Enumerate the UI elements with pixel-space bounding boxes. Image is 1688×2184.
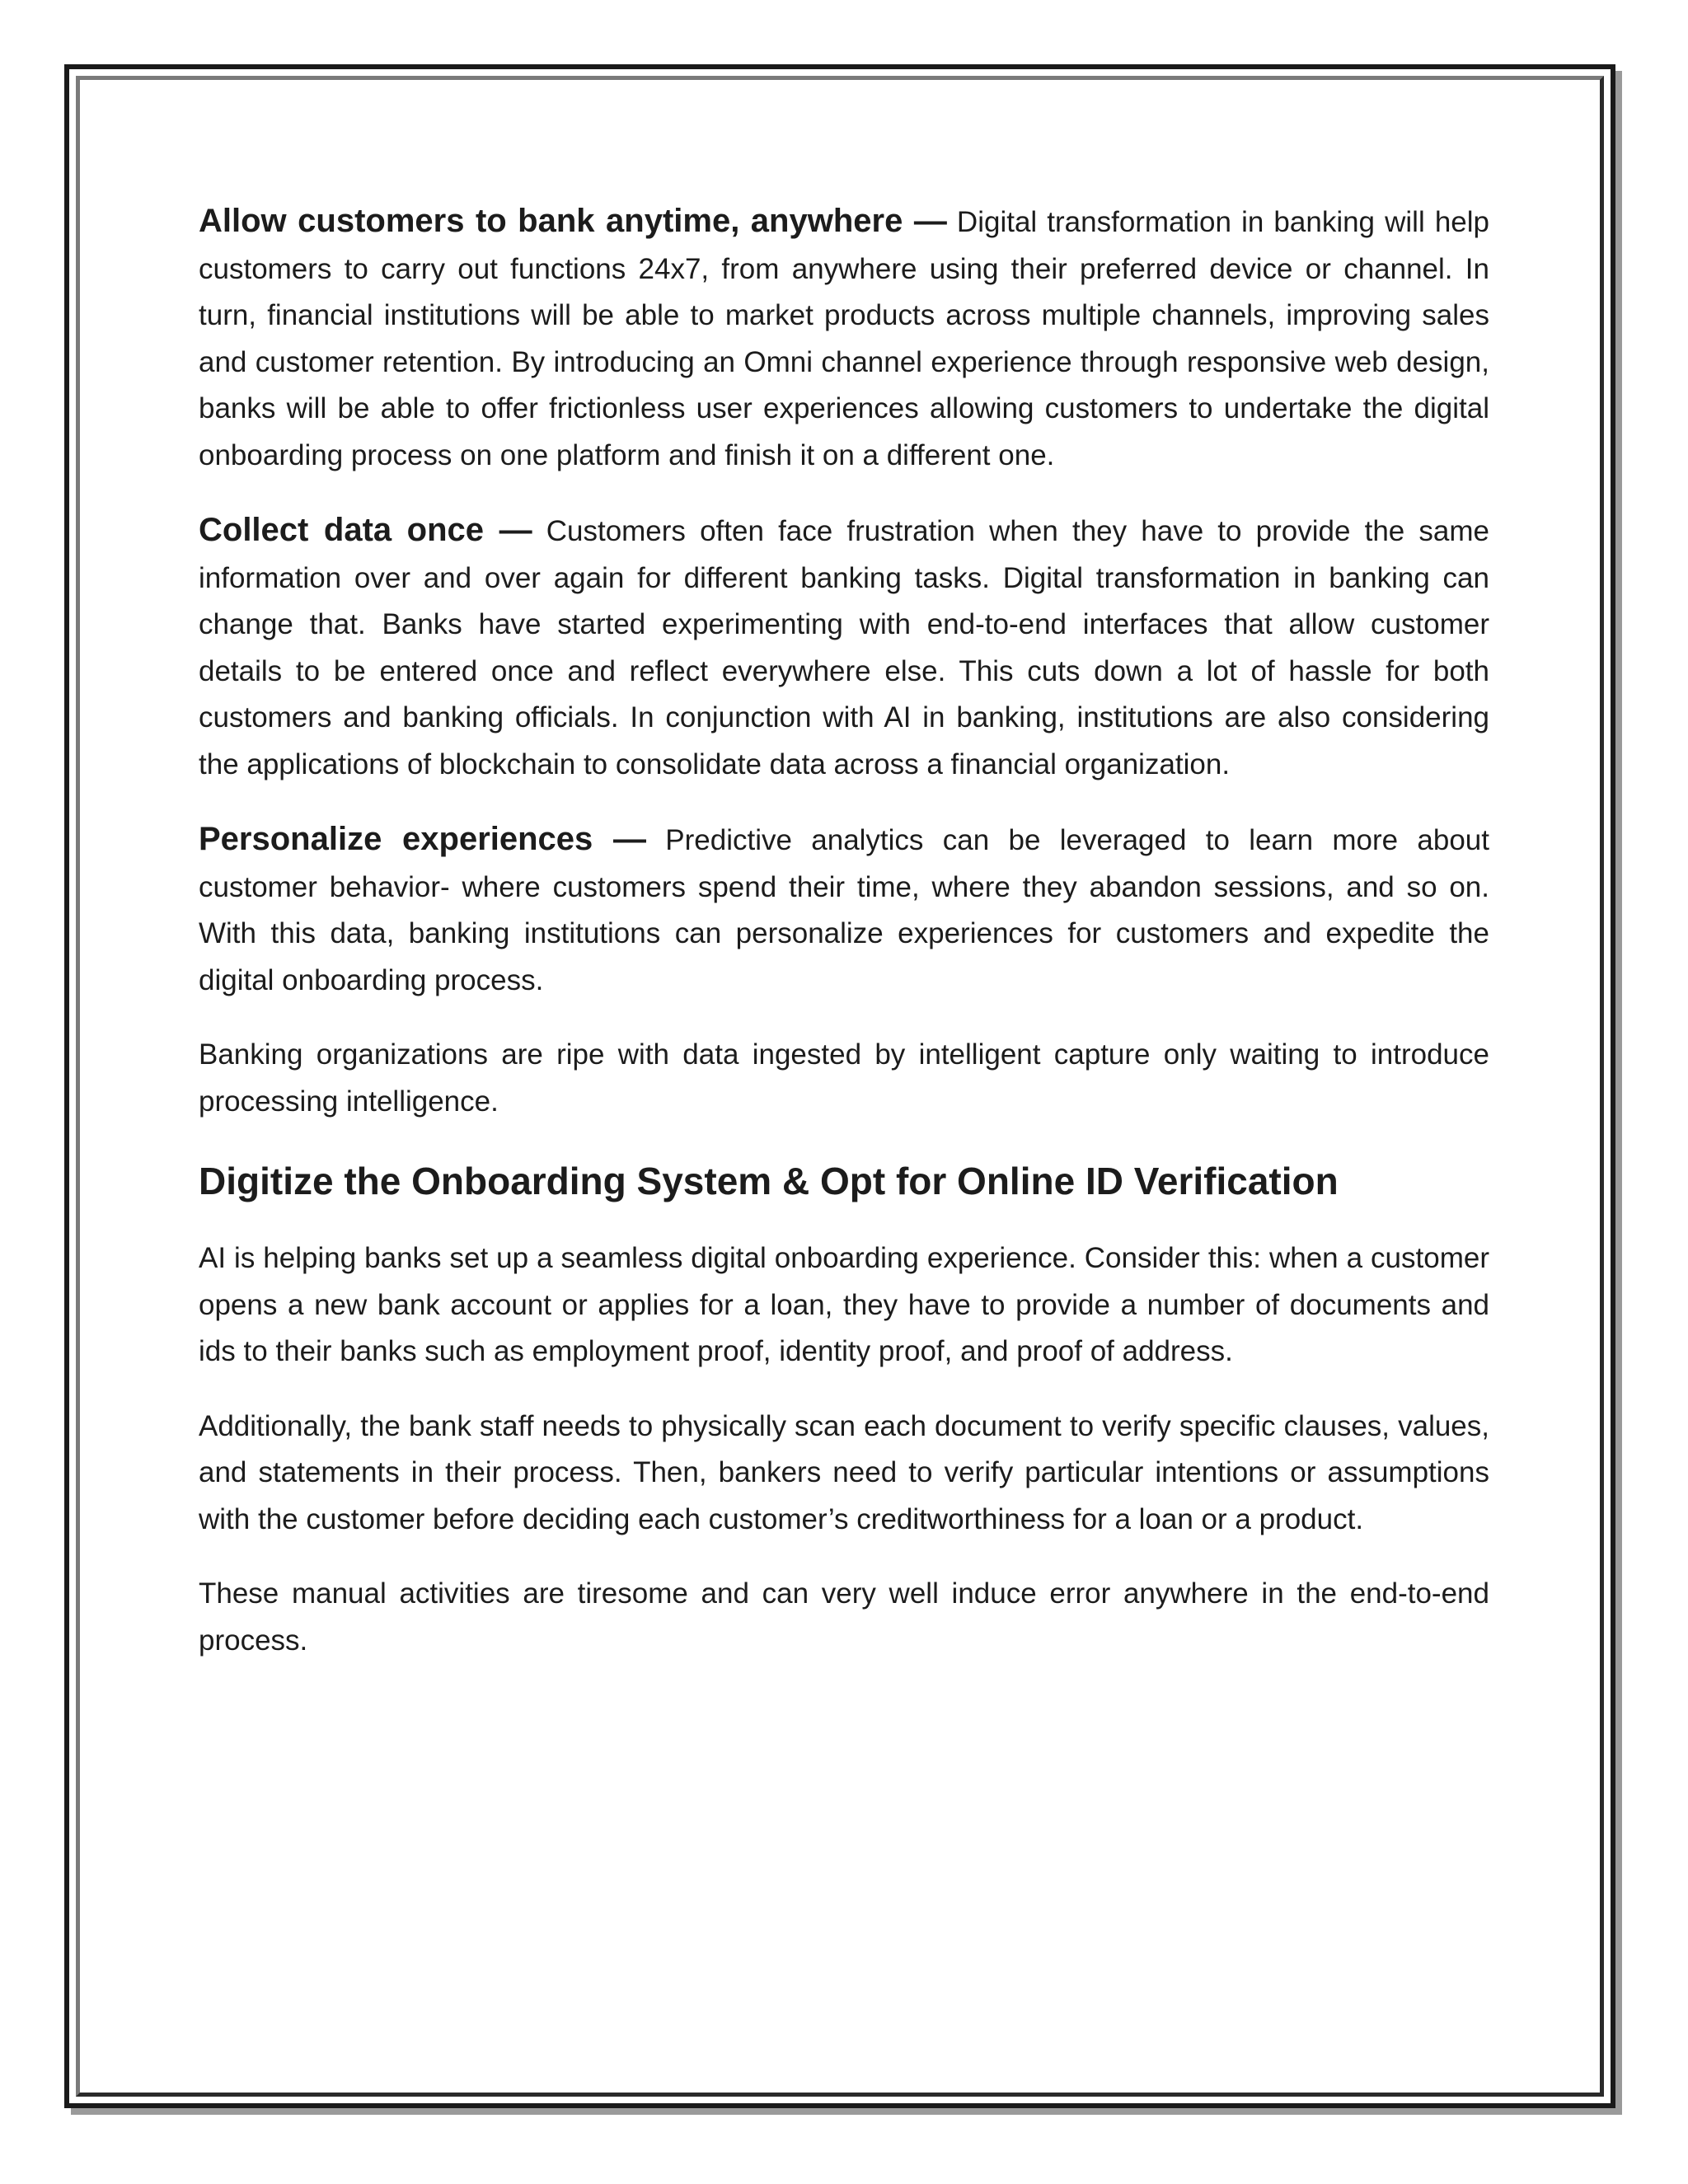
paragraph-lead: Collect data once — (199, 512, 532, 548)
paragraph-text: Predictive analytics can be leveraged to learn more about customer behavior- where customers spend their time, where they abandon sessions, and so on. With this data, banking institutions can personalize experiences for customers and expedite the digital onboarding process. (199, 824, 1489, 996)
paragraph-banking-organizations (199, 1032, 1489, 1125)
paragraph-collect-data (199, 507, 1489, 788)
paragraph-personalize (199, 816, 1489, 1004)
section-heading: Digitize the Onboarding System & Opt for Online ID Verification (199, 1160, 1339, 1202)
paragraph-bank-anytime (199, 198, 1489, 479)
paragraph-lead: Allow customers to bank anytime, anywhere — (199, 203, 947, 239)
paragraph-lead: Personalize experiences — (199, 821, 646, 857)
paragraph-manual-activities: These manual activities are tiresome and can very well induce error anywhere in the end-to-end process. (199, 1577, 1489, 1657)
paragraph-text: Digital transformation in banking will help customers to carry out functions 24x7, from anywhere using their preferred device or channel. In turn, financial institutions will be able to market products across multiple channels, improving sales and customer retention. By introducing an Omni channel experience through responsive web design, banks will be able to offer frictionless user experiences allowing customers to undertake the digital onboarding process on one platform and finish it on a different one. (199, 206, 1489, 471)
document-body (199, 198, 1489, 1692)
paragraph-text: Banking organizations are ripe with data ingested by intelligent capture only waiting to introduce processing intelligence. (199, 1038, 1489, 1118)
paragraph-bank-staff: Additionally, the bank staff needs to physically scan each document to verify specific clauses, values, and statements in their process. Then, bankers need to verify particular intentions or assumptions with the customer before deciding each customer’s creditworthiness for a loan or a product. (199, 1409, 1489, 1535)
paragraph-text: Customers often face frustration when they have to provide the same information over and over again for different banking tasks. Digital transformation in banking can change that. Banks have started experimenting with end-to-end interfaces that allow customer details to be entered once and reflect everywhere else. This cuts down a lot of hassle for both customers and banking officials. In conjunction with AI in banking, institutions are also considering the applications of blockchain to consolidate data across a financial organization. (199, 515, 1489, 780)
paragraph-ai-helping: AI is helping banks set up a seamless digital onboarding experience. Consider this: when a customer opens a new bank account or applies for a loan, they have to provide a number of documents and ids to their banks such as employment proof, identity proof, and proof of address. (199, 1242, 1489, 1367)
